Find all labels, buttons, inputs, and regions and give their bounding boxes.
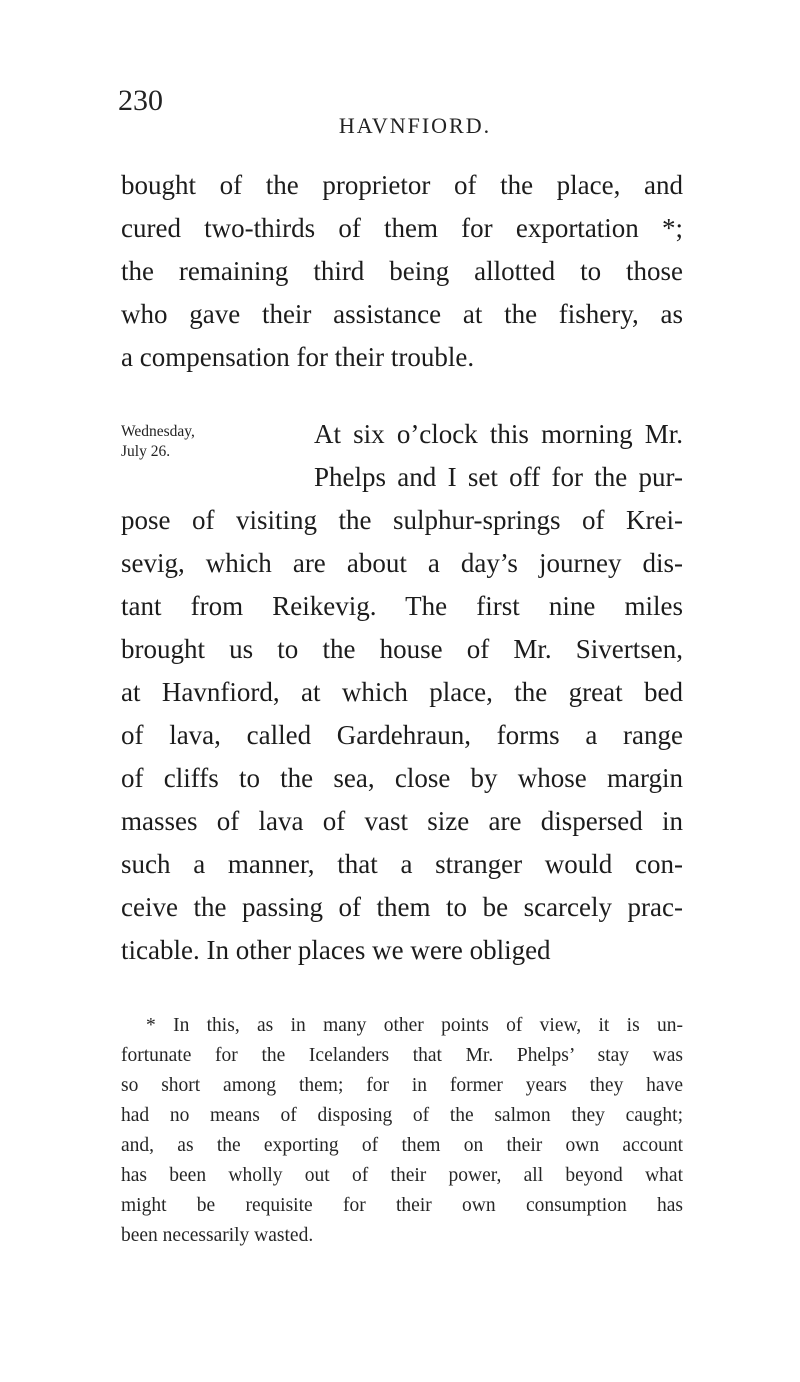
margin-note-day: Wednesday, [121, 423, 195, 440]
text-line: of cliffs to the sea, close by whose margin [121, 763, 683, 793]
footnote-line: had no means of disposing of the salmon they caught; [121, 1105, 683, 1126]
running-head: HAVNFIORD. [338, 113, 492, 138]
text-line: the remaining third being allotted to those [121, 256, 683, 286]
footnote-line: might be requisite for their own consumption has [121, 1195, 683, 1216]
text-line: brought us to the house of Mr. Sivertsen, [121, 634, 683, 664]
margin-note-date: July 26. [121, 443, 171, 460]
footnote-line: fortunate for the Icelanders that Mr. Phelps’ stay was [121, 1045, 683, 1066]
text-line: of lava, called Gardehraun, forms a range [121, 720, 683, 750]
text-line: at Havnfiord, at which place, the great bed [121, 677, 683, 707]
text-line: ceive the passing of them to be scarcely prac- [121, 892, 683, 922]
footnote-line: and, as the exporting of them on their own account [121, 1135, 683, 1156]
text-line: cured two-thirds of them for exportation *; [121, 213, 683, 243]
text-line: masses of lava of vast size are dispersed in [121, 806, 683, 836]
text-line: pose of visiting the sulphur-springs of Krei- [121, 505, 683, 535]
text-line: a compensation for their trouble. [121, 342, 475, 372]
text-line: such a manner, that a stranger would con- [121, 849, 683, 879]
text-line: ticable. In other places we were obliged [121, 935, 551, 965]
footnote-line: * In this, as in many other points of view, it is un- [146, 1015, 683, 1036]
text-line: sevig, which are about a day’s journey dis- [121, 548, 683, 578]
footnote-line: been necessarily wasted. [121, 1225, 314, 1246]
page-number: 230 [118, 84, 163, 117]
footnote-line: has been wholly out of their power, all beyond what [121, 1165, 683, 1186]
text-line: bought of the proprietor of the place, and [121, 170, 683, 200]
text-line: who gave their assistance at the fishery, as [121, 299, 683, 329]
footnote-line: so short among them; for in former years they have [121, 1075, 683, 1096]
text-line: tant from Reikevig. The first nine miles [121, 591, 683, 621]
text-line: At six o’clock this morning Mr. [314, 419, 683, 449]
text-line: Phelps and I set off for the pur- [314, 462, 683, 492]
